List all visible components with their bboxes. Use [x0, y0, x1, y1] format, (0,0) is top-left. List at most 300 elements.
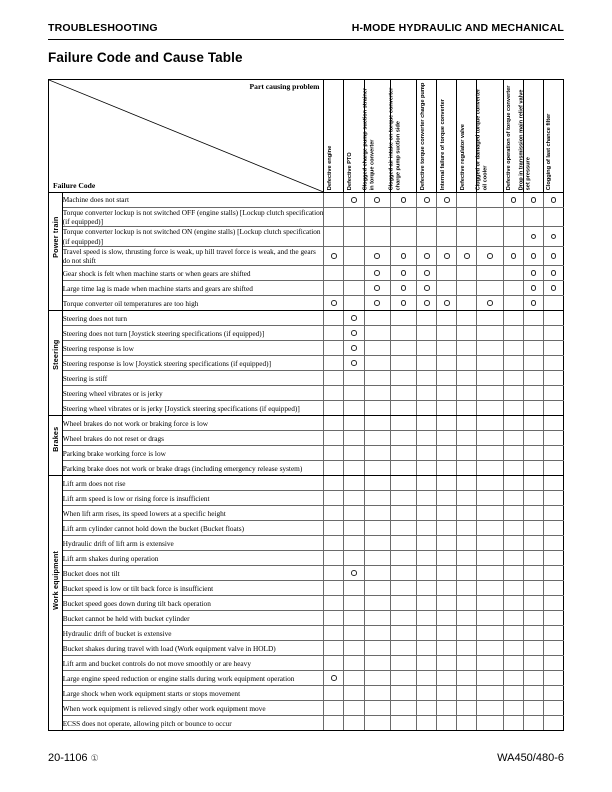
cause-mark-cell-empty — [390, 401, 416, 416]
column-header-rotator — [344, 80, 363, 192]
circle-mark-icon — [424, 197, 430, 203]
cause-mark-cell-empty — [503, 341, 523, 356]
cause-mark-cell-empty — [477, 476, 503, 491]
cause-mark-cell-empty — [543, 431, 563, 446]
cause-mark-cell-empty — [523, 326, 543, 341]
cause-mark-cell-empty — [523, 506, 543, 521]
cause-mark-cell-filled — [437, 296, 457, 311]
cause-mark-cell-empty — [503, 656, 523, 671]
cause-mark-cell-filled — [543, 266, 563, 281]
cause-mark-cell-empty — [437, 266, 457, 281]
cause-mark-cell-empty — [503, 208, 523, 227]
cause-mark-cell-empty — [457, 536, 477, 551]
cause-mark-cell-filled — [543, 281, 563, 296]
table-row — [49, 521, 564, 536]
column-header-rotator — [391, 80, 416, 192]
cause-mark-cell-empty — [477, 656, 503, 671]
failure-code-description: Bucket does not tilt — [62, 566, 324, 581]
cause-mark-cell-empty — [390, 701, 416, 716]
cause-mark-cell-empty — [503, 356, 523, 371]
cause-mark-cell-empty — [344, 581, 364, 596]
failure-code-cause-table — [48, 79, 564, 731]
cause-mark-cell-empty — [344, 641, 364, 656]
circle-mark-icon — [351, 330, 357, 336]
cause-mark-cell-empty — [324, 641, 344, 656]
cause-mark-cell-filled — [344, 566, 364, 581]
cause-mark-cell-empty — [457, 416, 477, 431]
cause-mark-cell-empty — [390, 671, 416, 686]
cause-mark-cell-empty — [344, 416, 364, 431]
cause-mark-cell-empty — [324, 311, 344, 326]
cause-mark-cell-empty — [477, 701, 503, 716]
cause-mark-cell-empty — [324, 208, 344, 227]
circle-mark-icon — [511, 197, 517, 203]
cause-mark-cell-filled — [523, 246, 543, 265]
cause-mark-cell-empty — [457, 227, 477, 246]
cause-mark-cell-empty — [523, 521, 543, 536]
cause-mark-cell-empty — [457, 446, 477, 461]
cause-mark-cell-empty — [324, 371, 344, 386]
cause-mark-cell-filled — [364, 281, 390, 296]
column-header-label: Clogged or damaged torque converter oil cooler — [475, 88, 489, 190]
failure-code-description: Bucket speed goes down during tilt back operation — [62, 596, 324, 611]
cause-mark-cell-filled — [503, 193, 523, 208]
cause-mark-cell-empty — [457, 266, 477, 281]
cause-mark-cell-empty — [523, 536, 543, 551]
cause-mark-cell-empty — [523, 716, 543, 731]
cause-mark-cell-empty — [324, 193, 344, 208]
table-row — [49, 386, 564, 401]
cause-mark-cell-empty — [477, 566, 503, 581]
failure-code-description: Steering response is low — [62, 341, 324, 356]
cause-mark-cell-filled — [324, 296, 344, 311]
failure-code-description: Hydraulic drift of bucket is extensive — [62, 626, 324, 641]
cause-mark-cell-empty — [523, 701, 543, 716]
cause-mark-cell-empty — [364, 476, 390, 491]
cause-mark-cell-empty — [457, 341, 477, 356]
cause-mark-cell-empty — [457, 386, 477, 401]
cause-mark-cell-empty — [437, 581, 457, 596]
cause-mark-cell-filled — [364, 266, 390, 281]
cause-mark-cell-empty — [457, 611, 477, 626]
cause-mark-cell-empty — [417, 716, 437, 731]
cause-mark-cell-empty — [543, 296, 563, 311]
cause-mark-cell-empty — [543, 686, 563, 701]
cause-mark-cell-empty — [324, 326, 344, 341]
cause-mark-cell-empty — [364, 641, 390, 656]
cause-mark-cell-empty — [477, 386, 503, 401]
column-header-2 — [344, 80, 364, 193]
cause-mark-cell-filled — [364, 246, 390, 265]
cause-mark-cell-empty — [477, 551, 503, 566]
cause-mark-cell-empty — [477, 506, 503, 521]
column-header-label: Defective engine — [326, 145, 333, 190]
cause-mark-cell-empty — [324, 716, 344, 731]
cause-mark-cell-empty — [390, 686, 416, 701]
group-label-text: Power train — [50, 216, 60, 258]
cause-mark-cell-filled — [324, 246, 344, 265]
table-row — [49, 401, 564, 416]
column-header-rotator — [544, 80, 563, 192]
circle-mark-icon — [351, 570, 357, 576]
table-row — [49, 641, 564, 656]
cause-mark-cell-empty — [417, 208, 437, 227]
circle-mark-icon — [331, 253, 337, 259]
running-header-left: TROUBLESHOOTING — [48, 22, 158, 34]
cause-mark-cell-empty — [417, 386, 437, 401]
cause-mark-cell-empty — [543, 656, 563, 671]
table-row — [49, 246, 564, 265]
circle-mark-icon — [551, 270, 557, 276]
column-header-rotator — [437, 80, 456, 192]
cause-mark-cell-empty — [417, 476, 437, 491]
cause-mark-cell-empty — [417, 626, 437, 641]
cause-mark-cell-empty — [543, 311, 563, 326]
failure-code-description: Machine does not start — [62, 193, 324, 208]
cause-mark-cell-empty — [364, 311, 390, 326]
cause-mark-cell-empty — [543, 551, 563, 566]
cause-mark-cell-empty — [390, 386, 416, 401]
cause-mark-cell-filled — [344, 341, 364, 356]
cause-mark-cell-empty — [437, 686, 457, 701]
cause-mark-cell-empty — [543, 386, 563, 401]
cause-mark-cell-empty — [477, 401, 503, 416]
cause-mark-cell-empty — [417, 371, 437, 386]
column-header-label: Drop in transmission main relief valve set pressure — [518, 89, 533, 190]
cause-mark-cell-filled — [364, 296, 390, 311]
circle-mark-icon — [551, 197, 557, 203]
cause-mark-cell-empty — [457, 551, 477, 566]
cause-mark-cell-empty — [437, 446, 457, 461]
cause-mark-cell-filled — [417, 246, 437, 265]
cause-mark-cell-empty — [344, 266, 364, 281]
cause-mark-cell-empty — [437, 596, 457, 611]
failure-code-table-wrapper — [48, 79, 564, 731]
failure-code-description: Steering response is low [Joystick steering specifications (if equipped)] — [62, 356, 324, 371]
failure-code-description: Parking brake does not work or brake drags (including emergency release system) — [62, 461, 324, 476]
cause-mark-cell-empty — [364, 401, 390, 416]
cause-mark-cell-empty — [344, 227, 364, 246]
column-header-rotator — [417, 80, 436, 192]
cause-mark-cell-empty — [417, 551, 437, 566]
cause-mark-cell-empty — [417, 401, 437, 416]
cause-mark-cell-empty — [543, 461, 563, 476]
table-row — [49, 491, 564, 506]
cause-mark-cell-empty — [457, 581, 477, 596]
cause-mark-cell-empty — [417, 656, 437, 671]
failure-code-description: When lift arm rises, its speed lowers at a specific height — [62, 506, 324, 521]
cause-mark-cell-empty — [437, 208, 457, 227]
column-header-rotator — [457, 80, 476, 192]
cause-mark-cell-filled — [543, 193, 563, 208]
failure-code-description: Steering does not turn — [62, 311, 324, 326]
circle-mark-icon — [511, 253, 517, 259]
cause-mark-cell-empty — [503, 521, 523, 536]
cause-mark-cell-empty — [543, 701, 563, 716]
table-row — [49, 208, 564, 227]
cause-mark-cell-empty — [477, 193, 503, 208]
cause-mark-cell-empty — [390, 311, 416, 326]
cause-mark-cell-empty — [477, 581, 503, 596]
cause-mark-cell-empty — [344, 611, 364, 626]
cause-mark-cell-filled — [523, 227, 543, 246]
cause-mark-cell-empty — [437, 431, 457, 446]
cause-mark-cell-empty — [457, 208, 477, 227]
circle-mark-icon — [531, 300, 537, 306]
table-row — [49, 371, 564, 386]
cause-mark-cell-empty — [364, 686, 390, 701]
cause-mark-cell-empty — [344, 521, 364, 536]
table-row — [49, 431, 564, 446]
cause-mark-cell-filled — [390, 193, 416, 208]
cause-mark-cell-empty — [344, 386, 364, 401]
cause-mark-cell-empty — [523, 311, 543, 326]
cause-mark-cell-empty — [437, 641, 457, 656]
cause-mark-cell-empty — [523, 491, 543, 506]
column-header-rotator — [477, 80, 502, 192]
cause-mark-cell-empty — [344, 446, 364, 461]
cause-mark-cell-empty — [477, 626, 503, 641]
cause-mark-cell-empty — [417, 311, 437, 326]
cause-mark-cell-empty — [324, 341, 344, 356]
cause-mark-cell-empty — [324, 566, 344, 581]
cause-mark-cell-empty — [543, 596, 563, 611]
part-causing-problem-label: Part causing problem — [249, 82, 320, 91]
page-footer — [48, 752, 564, 764]
cause-mark-cell-empty — [364, 671, 390, 686]
cause-mark-cell-empty — [364, 227, 390, 246]
cause-mark-cell-filled — [437, 193, 457, 208]
cause-mark-cell-empty — [324, 596, 344, 611]
failure-code-description: Torque converter lockup is not switched OFF (engine stalls) [Lockup clutch specification (if equipped)] — [62, 208, 324, 227]
circle-mark-icon — [487, 253, 493, 259]
group-label-text: Brakes — [50, 426, 60, 453]
cause-mark-cell-empty — [437, 521, 457, 536]
cause-mark-cell-empty — [503, 431, 523, 446]
cause-mark-cell-empty — [457, 596, 477, 611]
cause-mark-cell-empty — [344, 246, 364, 265]
table-row — [49, 296, 564, 311]
column-header-7 — [457, 80, 477, 193]
cause-mark-cell-empty — [457, 193, 477, 208]
cause-mark-cell-empty — [324, 431, 344, 446]
column-header-11 — [543, 80, 563, 193]
table-row — [49, 506, 564, 521]
cause-mark-cell-empty — [457, 461, 477, 476]
failure-code-description: Bucket speed is low or tilt back force is insufficient — [62, 581, 324, 596]
cause-mark-cell-empty — [364, 416, 390, 431]
cause-mark-cell-empty — [417, 416, 437, 431]
cause-mark-cell-empty — [344, 401, 364, 416]
cause-mark-cell-empty — [344, 686, 364, 701]
cause-mark-cell-empty — [364, 596, 390, 611]
failure-code-description: Gear shock is felt when machine starts or when gears are shifted — [62, 266, 324, 281]
cause-mark-cell-empty — [523, 416, 543, 431]
cause-mark-cell-empty — [324, 536, 344, 551]
running-header-right: H-MODE HYDRAULIC AND MECHANICAL — [351, 22, 564, 34]
cause-mark-cell-empty — [503, 371, 523, 386]
table-row — [49, 266, 564, 281]
cause-mark-cell-empty — [503, 611, 523, 626]
cause-mark-cell-empty — [324, 521, 344, 536]
circle-mark-icon — [551, 285, 557, 291]
cause-mark-cell-filled — [543, 246, 563, 265]
column-header-rotator — [324, 80, 343, 192]
cause-mark-cell-empty — [477, 281, 503, 296]
cause-mark-cell-empty — [364, 446, 390, 461]
cause-mark-cell-empty — [437, 491, 457, 506]
circle-mark-icon — [424, 300, 430, 306]
cause-mark-cell-empty — [457, 641, 477, 656]
cause-mark-cell-empty — [457, 686, 477, 701]
cause-mark-cell-filled — [344, 356, 364, 371]
cause-mark-cell-empty — [477, 431, 503, 446]
cause-mark-cell-empty — [543, 446, 563, 461]
cause-mark-cell-empty — [437, 551, 457, 566]
cause-mark-cell-empty — [417, 521, 437, 536]
cause-mark-cell-empty — [364, 611, 390, 626]
cause-mark-cell-empty — [344, 431, 364, 446]
cause-mark-cell-filled — [523, 281, 543, 296]
cause-mark-cell-empty — [503, 581, 523, 596]
cause-mark-cell-empty — [477, 371, 503, 386]
cause-mark-cell-empty — [437, 416, 457, 431]
footer-page-number-text: 20-1106 — [48, 752, 88, 764]
cause-mark-cell-empty — [543, 566, 563, 581]
cause-mark-cell-empty — [390, 326, 416, 341]
cause-mark-cell-empty — [324, 551, 344, 566]
cause-mark-cell-empty — [364, 461, 390, 476]
cause-mark-cell-filled — [417, 193, 437, 208]
cause-mark-cell-empty — [364, 386, 390, 401]
cause-mark-cell-empty — [543, 521, 563, 536]
table-row — [49, 716, 564, 731]
cause-mark-cell-empty — [503, 671, 523, 686]
cause-mark-cell-filled — [457, 246, 477, 265]
cause-mark-cell-empty — [477, 446, 503, 461]
cause-mark-cell-empty — [437, 326, 457, 341]
cause-mark-cell-empty — [390, 611, 416, 626]
column-header-label: Clogging of last chance filter — [546, 113, 553, 190]
cause-mark-cell-empty — [477, 611, 503, 626]
table-header-row — [49, 80, 564, 193]
cause-mark-cell-filled — [390, 246, 416, 265]
column-header-rotator — [362, 80, 390, 192]
cause-mark-cell-empty — [390, 371, 416, 386]
cause-mark-cell-empty — [523, 356, 543, 371]
circle-mark-icon — [531, 197, 537, 203]
cause-mark-cell-empty — [364, 506, 390, 521]
cause-mark-cell-empty — [344, 626, 364, 641]
table-row — [49, 311, 564, 326]
cause-mark-cell-empty — [417, 227, 437, 246]
cause-mark-cell-empty — [457, 671, 477, 686]
column-header-label: Defective torque converter charge pump — [419, 82, 426, 190]
circle-mark-icon — [424, 270, 430, 276]
cause-mark-cell-empty — [503, 551, 523, 566]
cause-mark-cell-empty — [437, 476, 457, 491]
cause-mark-cell-empty — [417, 356, 437, 371]
cause-mark-cell-empty — [364, 326, 390, 341]
table-row — [49, 341, 564, 356]
cause-mark-cell-empty — [390, 641, 416, 656]
cause-mark-cell-empty — [324, 281, 344, 296]
cause-mark-cell-empty — [364, 431, 390, 446]
cause-mark-cell-empty — [417, 596, 437, 611]
cause-mark-cell-empty — [457, 281, 477, 296]
cause-mark-cell-empty — [390, 551, 416, 566]
cause-mark-cell-empty — [437, 626, 457, 641]
cause-mark-cell-empty — [543, 371, 563, 386]
cause-mark-cell-empty — [324, 581, 344, 596]
cause-mark-cell-empty — [364, 566, 390, 581]
cause-mark-cell-empty — [437, 356, 457, 371]
failure-code-description: Wheel brakes do not work or braking force is low — [62, 416, 324, 431]
cause-mark-cell-filled — [390, 266, 416, 281]
circle-mark-icon — [331, 300, 337, 306]
cause-mark-cell-filled — [417, 266, 437, 281]
cause-mark-cell-empty — [344, 461, 364, 476]
cause-mark-cell-empty — [417, 581, 437, 596]
cause-mark-cell-filled — [344, 311, 364, 326]
failure-code-description: Travel speed is slow, thrusting force is weak, up hill travel force is weak, and the gears do not shift — [62, 246, 324, 265]
cause-mark-cell-empty — [523, 401, 543, 416]
cause-mark-cell-empty — [437, 566, 457, 581]
cause-mark-cell-empty — [364, 701, 390, 716]
table-header — [49, 80, 564, 193]
column-header-8 — [477, 80, 503, 193]
cause-mark-cell-empty — [543, 626, 563, 641]
cause-mark-cell-empty — [364, 536, 390, 551]
cause-mark-cell-filled — [477, 296, 503, 311]
circle-mark-icon — [331, 675, 337, 681]
group-label-text: Work equipment — [50, 550, 60, 610]
cause-mark-cell-empty — [437, 656, 457, 671]
table-corner-diagonal-header — [49, 80, 324, 193]
circle-mark-icon — [444, 300, 450, 306]
circle-mark-icon — [351, 315, 357, 321]
cause-mark-cell-filled — [417, 296, 437, 311]
cause-mark-cell-empty — [503, 281, 523, 296]
cause-mark-cell-empty — [364, 656, 390, 671]
failure-code-description: When work equipment is relieved singly other work equipment move — [62, 701, 324, 716]
cause-mark-cell-empty — [477, 326, 503, 341]
cause-mark-cell-empty — [543, 716, 563, 731]
failure-code-description: Steering wheel vibrates or is jerky [Joystick steering specifications (if equipped)] — [62, 401, 324, 416]
cause-mark-cell-empty — [324, 461, 344, 476]
cause-mark-cell-filled — [477, 246, 503, 265]
cause-mark-cell-filled — [390, 281, 416, 296]
cause-mark-cell-empty — [523, 671, 543, 686]
failure-code-description: Torque converter lockup is not switched ON (engine stalls) [Lockup clutch specification (if equipped)] — [62, 227, 324, 246]
cause-mark-cell-empty — [543, 416, 563, 431]
table-row — [49, 686, 564, 701]
circle-mark-icon — [401, 300, 407, 306]
cause-mark-cell-empty — [457, 326, 477, 341]
cause-mark-cell-empty — [390, 521, 416, 536]
cause-mark-cell-empty — [417, 686, 437, 701]
circle-mark-icon — [374, 270, 380, 276]
cause-mark-cell-empty — [437, 341, 457, 356]
table-row — [49, 701, 564, 716]
cause-mark-cell-empty — [437, 386, 457, 401]
column-header-5 — [417, 80, 437, 193]
cause-mark-cell-empty — [437, 716, 457, 731]
cause-mark-cell-empty — [437, 281, 457, 296]
cause-mark-cell-empty — [324, 266, 344, 281]
cause-mark-cell-empty — [324, 686, 344, 701]
cause-mark-cell-empty — [477, 356, 503, 371]
